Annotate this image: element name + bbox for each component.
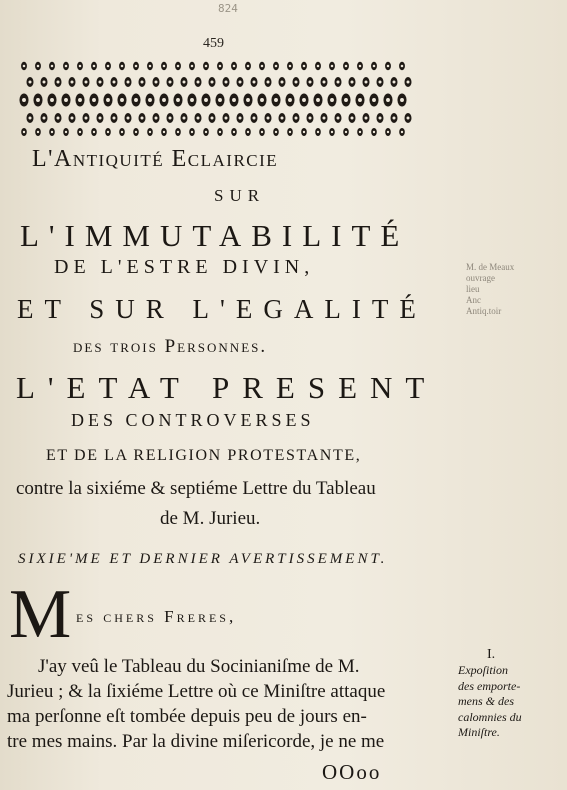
bleed-line: ouvrage <box>466 273 495 283</box>
fleuron-eye <box>289 65 292 68</box>
margin-note-line: mens & des <box>458 694 514 708</box>
margin-note-number: I. <box>487 647 496 662</box>
fleuron-eye <box>197 81 200 84</box>
fleuron-eye <box>51 65 54 68</box>
fleuron-eye <box>23 65 26 68</box>
fleuron-eye <box>275 131 277 133</box>
fleuron-eye <box>219 65 222 68</box>
fleuron-eye <box>246 98 250 102</box>
fleuron-eye <box>345 131 347 133</box>
bleed-line: M. de Meaux <box>466 262 515 272</box>
fleuron-eye <box>176 98 180 102</box>
margin-note-line: Expoſition <box>458 663 508 677</box>
fleuron-eye <box>169 117 172 120</box>
fleuron-eye <box>387 131 389 133</box>
fleuron-eye <box>233 65 236 68</box>
title-line-estre-divin: DE L'ESTRE DIVIN, <box>54 256 315 278</box>
title-line-immutabilite: L'IMMUTABILITÉ <box>20 218 410 253</box>
fleuron-eye <box>37 131 39 133</box>
fleuron-eye <box>93 65 96 68</box>
fleuron-eye <box>253 117 256 120</box>
fleuron-eye <box>135 65 138 68</box>
fleuron-eye <box>177 65 180 68</box>
fleuron-eye <box>120 98 124 102</box>
fleuron-eye <box>373 65 376 68</box>
fleuron-eye <box>275 65 278 68</box>
fleuron-eye <box>302 98 306 102</box>
fleuron-eye <box>57 81 60 84</box>
fleuron-eye <box>134 98 138 102</box>
title-line-antiquite: L'Antiquité Eclaircie <box>32 146 279 172</box>
title-line-sur: SUR <box>214 186 266 205</box>
fleuron-eye <box>79 131 81 133</box>
fleuron-eye <box>379 81 382 84</box>
fleuron-eye <box>359 65 362 68</box>
fleuron-eye <box>36 98 40 102</box>
fleuron-eye <box>233 131 235 133</box>
fleuron-eye <box>78 98 82 102</box>
fleuron-eye <box>148 98 152 102</box>
bleed-line: Anc <box>466 295 481 305</box>
fleuron-eye <box>281 81 284 84</box>
fleuron-eye <box>107 131 109 133</box>
fleuron-eye <box>407 117 410 120</box>
fleuron-eye <box>50 98 54 102</box>
bleed-line: Antiq.toir <box>466 306 502 316</box>
fleuron-eye <box>401 65 404 68</box>
fleuron-eye <box>191 65 194 68</box>
fleuron-eye <box>205 131 207 133</box>
fleuron-eye <box>351 117 354 120</box>
fleuron-eye <box>219 131 221 133</box>
fleuron-eye <box>358 98 362 102</box>
fleuron-eye <box>29 117 32 120</box>
margin-note-line: Miniſtre. <box>458 725 500 739</box>
fleuron-eye <box>393 81 396 84</box>
fleuron-eye <box>247 65 250 68</box>
fleuron-eye <box>43 81 46 84</box>
fleuron-eye <box>141 81 144 84</box>
fleuron-eye <box>205 65 208 68</box>
fleuron-eye <box>106 98 110 102</box>
fleuron-eye <box>365 81 368 84</box>
fleuron-eye <box>253 81 256 84</box>
fleuron-eye <box>331 131 333 133</box>
fleuron-eye <box>316 98 320 102</box>
fleuron-eye <box>400 98 404 102</box>
drop-cap: M <box>9 576 72 653</box>
fleuron-eye <box>303 65 306 68</box>
fleuron-eye <box>107 65 110 68</box>
fleuron-eye <box>163 65 166 68</box>
fleuron-eye <box>387 65 390 68</box>
title-line-controverses: DES CONTROVERSES <box>71 410 315 430</box>
fleuron-eye <box>71 81 74 84</box>
fleuron-eye <box>71 117 74 120</box>
section-heading: SIXIE'ME ET DERNIER AVERTISSEMENT. <box>18 551 388 567</box>
title-line-lettre: contre la sixiéme & septiéme Lettre du Tableau <box>16 478 376 499</box>
fleuron-eye <box>149 131 151 133</box>
fleuron-eye <box>113 117 116 120</box>
fleuron-eye <box>43 117 46 120</box>
fleuron-eye <box>288 98 292 102</box>
fleuron-eye <box>169 81 172 84</box>
fleuron-eye <box>113 81 116 84</box>
bleed-line: lieu <box>466 284 480 294</box>
fleuron-eye <box>373 131 375 133</box>
fleuron-eye <box>274 98 278 102</box>
body-line: Jurieu ; & la ſixiéme Lettre où ce Miniſtre attaque <box>7 681 386 702</box>
fleuron-eye <box>267 117 270 120</box>
fleuron-eye <box>225 117 228 120</box>
fleuron-eye <box>190 98 194 102</box>
fleuron-eye <box>261 131 263 133</box>
fleuron-eye <box>351 81 354 84</box>
fleuron-eye <box>239 117 242 120</box>
fleuron-eye <box>344 98 348 102</box>
fleuron-eye <box>141 117 144 120</box>
fleuron-eye <box>155 117 158 120</box>
fleuron-eye <box>393 117 396 120</box>
margin-note-line: calomnies du <box>458 709 522 724</box>
title-line-religion: ET DE LA RELIGION PROTESTANTE, <box>46 447 362 464</box>
fleuron-eye <box>93 131 95 133</box>
fleuron-eye <box>197 117 200 120</box>
fleuron-eye <box>127 117 130 120</box>
fleuron-eye <box>149 65 152 68</box>
page-number: 459 <box>203 36 224 51</box>
fleuron-eye <box>323 81 326 84</box>
fleuron-eye <box>295 117 298 120</box>
fleuron-eye <box>330 98 334 102</box>
body-line: tre mes mains. Par la divine miſericorde, je ne me <box>7 731 385 752</box>
catchword: OOoo <box>322 760 382 784</box>
margin-note <box>458 663 558 741</box>
ornamental-headpiece <box>16 56 422 140</box>
fleuron-eye <box>57 117 60 120</box>
fleuron-eye <box>37 65 40 68</box>
title-line-egalite: ET SUR L'EGALITÉ <box>17 294 427 324</box>
fleuron-eye <box>232 98 236 102</box>
fleuron-eye <box>29 81 32 84</box>
fleuron-eye <box>218 98 222 102</box>
title-line-jurieu: de M. Jurieu. <box>160 508 261 529</box>
fleuron-eye <box>281 117 284 120</box>
fleuron-eye <box>22 98 26 102</box>
fleuron-eye <box>127 81 130 84</box>
faint-pencil-number: 824 <box>218 2 238 15</box>
fleuron-eye <box>261 65 264 68</box>
fleuron-eye <box>135 131 137 133</box>
fleuron-eye <box>267 81 270 84</box>
fleuron-eye <box>359 131 361 133</box>
fleuron-eye <box>309 117 312 120</box>
fleuron-eye <box>260 98 264 102</box>
fleuron-eye <box>289 131 291 133</box>
fleuron-eye <box>121 65 124 68</box>
bleed-through-text <box>466 262 536 317</box>
fleuron-eye <box>247 131 249 133</box>
fleuron-eye <box>386 98 390 102</box>
fleuron-eye <box>309 81 312 84</box>
fleuron-eye <box>295 81 298 84</box>
fleuron-eye <box>183 81 186 84</box>
fleuron-eye <box>177 131 179 133</box>
title-line-etat-present: L'ETAT PRESENT <box>16 370 438 405</box>
fleuron-eye <box>225 81 228 84</box>
fleuron-eye <box>99 81 102 84</box>
fleuron-eye <box>183 117 186 120</box>
salutation: es chers Freres, <box>76 607 237 626</box>
fleuron-eye <box>239 81 242 84</box>
body-line: ma perſonne eſt tombée depuis peu de jours en- <box>7 706 367 727</box>
fleuron-eye <box>345 65 348 68</box>
fleuron-eye <box>337 117 340 120</box>
fleuron-eye <box>323 117 326 120</box>
fleuron-eye <box>99 117 102 120</box>
fleuron-eye <box>51 131 53 133</box>
fleuron-eye <box>317 65 320 68</box>
fleuron-eye <box>65 65 68 68</box>
fleuron-eye <box>79 65 82 68</box>
fleuron-eye <box>365 117 368 120</box>
title-line-trois-personnes: des trois Personnes. <box>73 336 268 357</box>
fleuron-eye <box>163 131 165 133</box>
fleuron-eye <box>85 117 88 120</box>
fleuron-eye <box>191 131 193 133</box>
fleuron-eye <box>162 98 166 102</box>
fleuron-eye <box>303 131 305 133</box>
fleuron-eye <box>317 131 319 133</box>
fleuron-eye <box>155 81 158 84</box>
fleuron-eye <box>331 65 334 68</box>
margin-note-line: des emporte- <box>458 678 521 693</box>
fleuron-eye <box>407 81 410 84</box>
fleuron-eye <box>64 98 68 102</box>
fleuron-eye <box>121 131 123 133</box>
fleuron-eye <box>92 98 96 102</box>
fleuron-eye <box>23 131 25 133</box>
fleuron-eye <box>379 117 382 120</box>
fleuron-eye <box>401 131 403 133</box>
fleuron-eye <box>372 98 376 102</box>
fleuron-eye <box>65 131 67 133</box>
fleuron-eye <box>337 81 340 84</box>
body-line: J'ay veû le Tableau du Socinianiſme de M. <box>38 656 360 677</box>
fleuron-eye <box>85 81 88 84</box>
fleuron-eye <box>211 81 214 84</box>
fleuron-eye <box>211 117 214 120</box>
fleuron-eye <box>204 98 208 102</box>
